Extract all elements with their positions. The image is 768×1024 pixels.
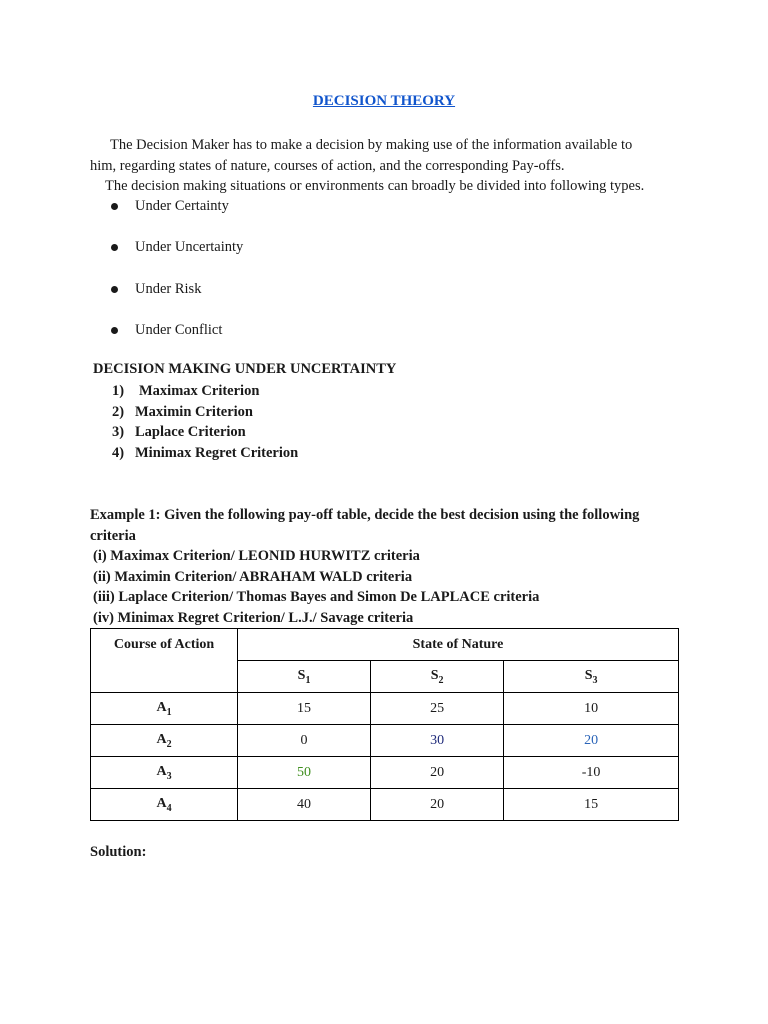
intro-line-1: The Decision Maker has to make a decision by making use of the information available to: [110, 137, 633, 153]
section-heading: DECISION MAKING UNDER UNCERTAINTY: [93, 361, 397, 377]
list-item: 4) Minimax Regret Criterion: [112, 445, 299, 462]
state-header: $S_1$: [238, 661, 371, 693]
action-label: $A_4$: [91, 789, 238, 821]
header-state-of-nature: State of Nature: [238, 629, 679, 661]
header-course-of-action: Course of Action: [91, 629, 238, 693]
payoff-cell: 40: [238, 789, 371, 821]
example-line-5: (iii) Laplace Criterion/ Thomas Bayes and Simon De LAPLACE criteria: [93, 589, 540, 605]
payoff-cell: 15: [504, 789, 679, 821]
list-item: 2) Maximin Criterion: [112, 403, 253, 420]
list-item: Under Uncertainty: [108, 237, 243, 278]
example-block: [90, 505, 690, 628]
example-line-1: Example 1: Given the following pay-off table, decide the best decision using the following: [90, 507, 640, 523]
payoff-cell: 25: [371, 693, 504, 725]
payoff-table: [90, 628, 679, 821]
payoff-cell: 0: [238, 725, 371, 757]
example-line-4: (ii) Maximin Criterion/ ABRAHAM WALD criteria: [93, 568, 413, 585]
bullet-icon: [111, 286, 118, 293]
bullet-icon: [111, 244, 118, 251]
intro-paragraph: [90, 135, 690, 197]
example-line-2: criteria: [90, 527, 136, 544]
example-line-3: (i) Maximax Criterion/ LEONID HURWITZ criteria: [93, 548, 420, 564]
table-row: [91, 725, 679, 757]
state-header: $S_3$: [504, 661, 679, 693]
list-item: 1) Maximax Criterion: [112, 383, 260, 399]
intro-line-3: The decision making situations or environments can broadly be divided into following types.: [105, 178, 645, 194]
list-item: Under Certainty: [108, 196, 243, 237]
list-item: Under Risk: [108, 279, 243, 320]
intro-line-2: him, regarding states of nature, courses of action, and the corresponding Pay-offs.: [90, 157, 565, 174]
bullet-icon: [111, 203, 118, 210]
table-row: [91, 757, 679, 789]
action-label: $A_1$: [91, 693, 238, 725]
state-header: $S_2$: [371, 661, 504, 693]
payoff-cell: 15: [238, 693, 371, 725]
list-item: 3) Laplace Criterion: [112, 424, 246, 441]
bullet-icon: [111, 327, 118, 334]
table-row: [91, 789, 679, 821]
example-line-6: (iv) Minimax Regret Criterion/ L.J./ Savage criteria: [93, 609, 414, 626]
payoff-cell: 50: [238, 757, 371, 789]
action-label: $A_3$: [91, 757, 238, 789]
page-title[interactable]: DECISION THEORY: [312, 93, 456, 109]
table-row: [91, 693, 679, 725]
payoff-cell: 30: [371, 725, 504, 757]
action-label: $A_2$: [91, 725, 238, 757]
payoff-cell: -10: [504, 757, 679, 789]
payoff-cell: 20: [371, 757, 504, 789]
criteria-list: [112, 381, 298, 464]
payoff-cell: 20: [504, 725, 679, 757]
list-item: Under Conflict: [108, 320, 243, 361]
payoff-cell: 20: [371, 789, 504, 821]
payoff-cell: 10: [504, 693, 679, 725]
solution-label: Solution:: [90, 844, 147, 860]
environment-list: [108, 196, 243, 361]
